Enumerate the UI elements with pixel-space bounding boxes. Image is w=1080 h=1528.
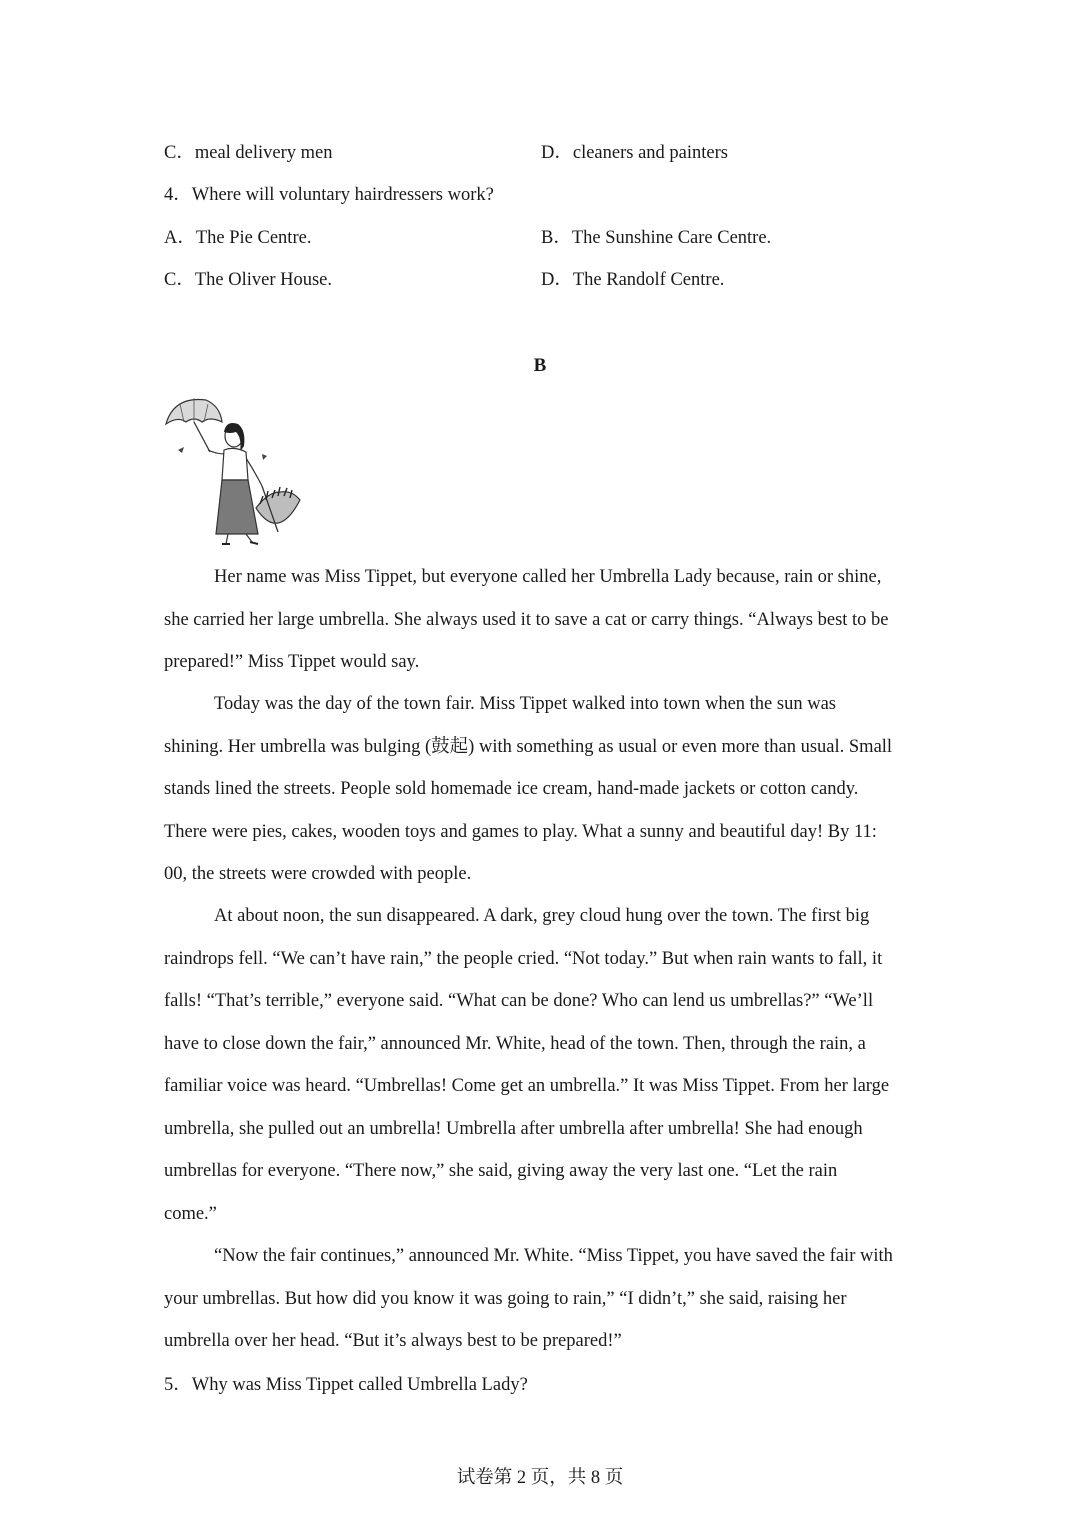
text-line: umbrella, she pulled out an umbrella! Umbrella after umbrella after umbrella! She had enough — [164, 1118, 863, 1139]
text-line: have to close down the fair,” announced Mr. White, head of the town. Then, through the rain, a — [164, 1033, 866, 1054]
text-line: umbrellas for everyone. “There now,” she said, giving away the very last one. “Let the rain — [164, 1161, 838, 1181]
text-line: falls! “That’s terrible,” everyone said. “What can be done? Who can lend us umbrellas?” “We’ll — [164, 991, 874, 1011]
text-line: “Now the fair continues,” announced Mr. White. “Miss Tippet, you have saved the fair with — [214, 1246, 893, 1266]
story-paragraph-4 — [164, 1235, 924, 1363]
q4-question: 4．Where will voluntary hairdressers work? — [164, 185, 494, 205]
q4-option-a: A．The Pie Centre. — [164, 228, 312, 248]
text-line: Today was the day of the town fair. Miss Tippet walked into town when the sun was — [214, 694, 836, 714]
text-line: your umbrellas. But how did you know it was going to rain,” “I didn’t,” she said, raising her — [164, 1288, 847, 1309]
text-line: Her name was Miss Tippet, but everyone called her Umbrella Lady because, rain or shine, — [214, 567, 882, 587]
section-heading-b: B — [533, 355, 547, 376]
q3-option-c: C．meal delivery men — [164, 143, 333, 163]
text-line: raindrops fell. “We can’t have rain,” the people cried. “Not today.” But when rain wants to fall, it — [164, 948, 883, 969]
text-line: shining. Her umbrella was bulging (鼓起) with something as usual or even more than usual. Small — [164, 736, 893, 757]
story-paragraph-3 — [164, 895, 924, 1235]
text-line: come.” — [164, 1203, 217, 1224]
text-line: familiar voice was heard. “Umbrellas! Come get an umbrella.” It was Miss Tippet. From her large — [164, 1076, 890, 1096]
text-line: prepared!” Miss Tippet would say. — [164, 652, 420, 672]
q5-question: 5．Why was Miss Tippet called Umbrella Lady? — [164, 1375, 528, 1395]
q4-option-b: B．The Sunshine Care Centre. — [541, 228, 772, 248]
q4-option-c: C．The Oliver House. — [164, 270, 333, 290]
story-paragraph-2 — [164, 683, 924, 896]
text-line: At about noon, the sun disappeared. A dark, grey cloud hung over the town. The first big — [214, 906, 870, 926]
text-line: she carried her large umbrella. She always used it to save a cat or carry things. “Always best to be — [164, 609, 889, 630]
q3-option-d: D．cleaners and painters — [541, 143, 728, 163]
text-line: There were pies, cakes, wooden toys and games to play. What a sunny and beautiful day! By 11: — [164, 821, 877, 842]
umbrella-lady-illustration — [160, 392, 305, 550]
story-paragraph-1 — [164, 556, 924, 684]
text-line: umbrella over her head. “But it’s always best to be prepared!” — [164, 1331, 622, 1351]
text-line: stands lined the streets. People sold homemade ice cream, hand-made jackets or cotton candy. — [164, 779, 859, 799]
text-line: 00, the streets were crowded with people. — [164, 864, 472, 884]
page-footer: 试卷第 2 页，共 8 页 — [456, 1468, 624, 1488]
q4-option-d: D．The Randolf Centre. — [541, 270, 725, 290]
